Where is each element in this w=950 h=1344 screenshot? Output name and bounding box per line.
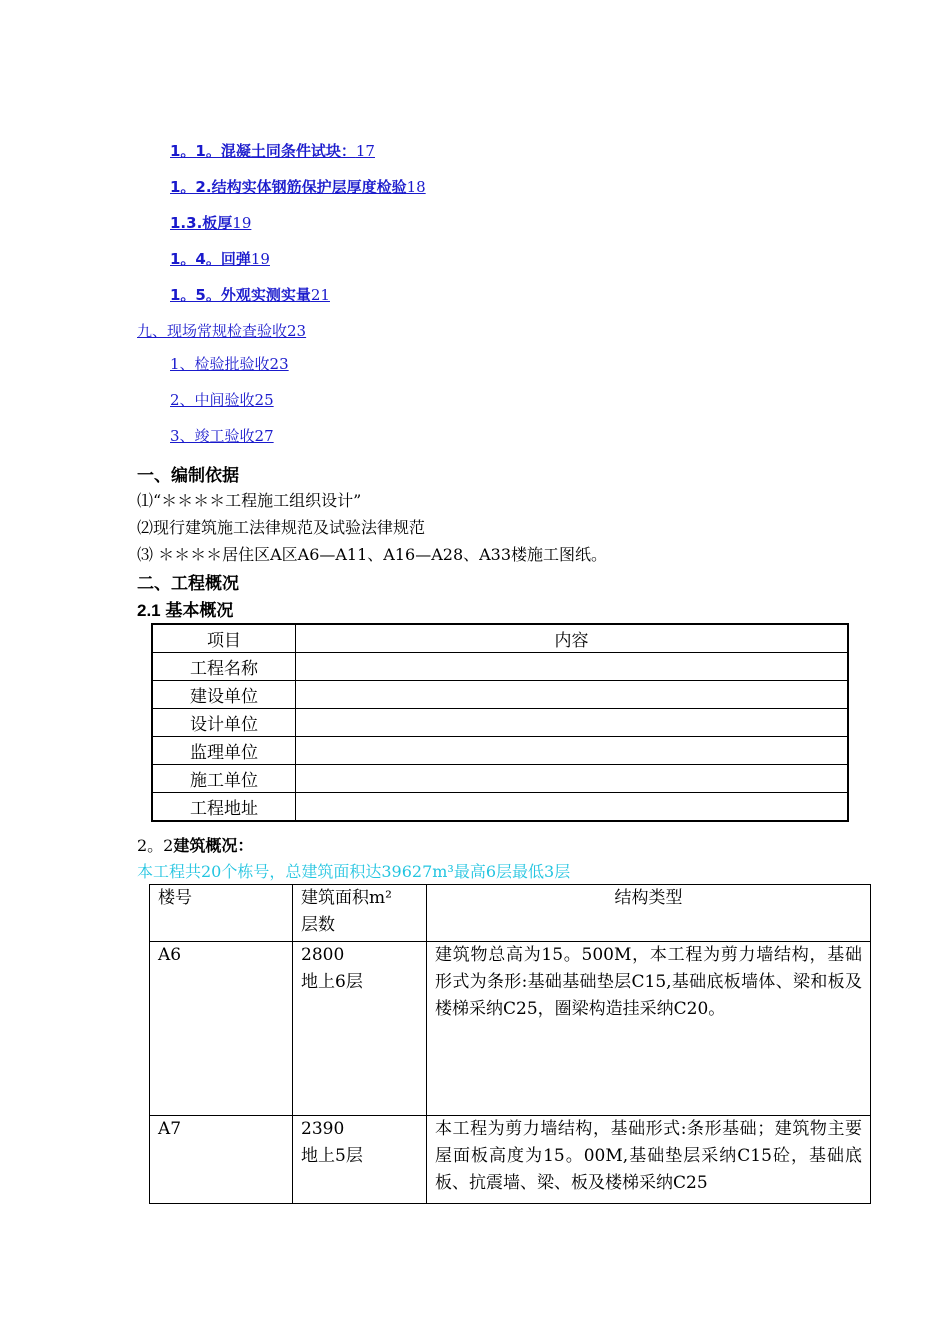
- summary-line: 本工程共20个栋号，总建筑面积达39627m³最高6层最低3层: [137, 862, 571, 881]
- table-cell: 设计单位: [152, 709, 296, 737]
- basis-line: ⑶ ＊＊＊＊居住区A区A6—A11、A16—A28、A33楼施工图纸。: [137, 545, 608, 564]
- toc-entry-page: 23: [269, 355, 289, 373]
- table-cell: [296, 709, 849, 737]
- toc-entry-page: 17: [355, 142, 375, 160]
- table-header-cell: 内容: [296, 624, 849, 653]
- building-area: 2390: [301, 1119, 345, 1139]
- building-floors: 地上5层: [301, 1146, 363, 1166]
- toc-entry[interactable]: [170, 248, 270, 269]
- table-row: [152, 737, 848, 765]
- table-cell: [296, 765, 849, 793]
- table-row: [152, 681, 848, 709]
- subsection-heading: 2.1 基本概况: [137, 601, 234, 620]
- subsection-title: 建筑概况：: [173, 836, 254, 855]
- table-header-cell: 结构类型: [427, 885, 871, 942]
- building-no: A6: [150, 942, 293, 1116]
- table-row: [150, 1116, 871, 1204]
- toc-entry-page: 27: [254, 427, 274, 445]
- building-structure: 本工程为剪力墙结构，基础形式:条形基础；建筑物主要屋面板高度为15。00M,基础垫层采纳C15砼，基础底板、抗震墙、梁、板及楼梯采纳C25: [427, 1116, 871, 1204]
- table-header-row: [150, 885, 871, 942]
- table-row: [152, 709, 848, 737]
- basic-info-table: [151, 623, 849, 822]
- toc-section-nine[interactable]: [137, 320, 306, 341]
- basis-line: ⑴“＊＊＊＊工程施工组织设计”: [137, 491, 362, 510]
- table-header-cell: 楼号: [150, 885, 293, 942]
- building-no: A7: [150, 1116, 293, 1204]
- toc-entry-page: 19: [232, 214, 252, 232]
- table-cell: 建设单位: [152, 681, 296, 709]
- toc-entry[interactable]: [170, 425, 274, 446]
- toc-entry-page: 23: [287, 322, 307, 340]
- toc-entry-label: 1、检验批验收: [170, 355, 270, 373]
- toc-entry[interactable]: [170, 389, 274, 410]
- table-cell: 工程名称: [152, 653, 296, 681]
- toc-entry-label: 1。2.结构实体钢筋保护层厚度检验: [170, 178, 407, 196]
- toc-entry-label: 2、中间验收: [170, 391, 255, 409]
- table-cell: [296, 793, 849, 822]
- table-row: [150, 942, 871, 1116]
- section-heading: 二、工程概况: [137, 574, 239, 594]
- subsection-number: 2。2: [137, 836, 174, 855]
- table-header-row: [152, 624, 848, 653]
- table-header-cell: [293, 885, 427, 942]
- toc-entry-page: 25: [254, 391, 274, 409]
- toc-entry-label: 1。1。混凝土同条件试块：: [170, 142, 356, 160]
- toc-entry[interactable]: [170, 353, 289, 374]
- table-cell: [296, 653, 849, 681]
- table-row: [152, 653, 848, 681]
- table-cell: 施工单位: [152, 765, 296, 793]
- header-line: 建筑面积m²: [301, 888, 392, 908]
- building-area-floors: [293, 1116, 427, 1204]
- table-cell: 工程地址: [152, 793, 296, 822]
- building-structure: 建筑物总高为15。500M，本工程为剪力墙结构，基础形式为条形:基础基础垫层C15,基础底板墙体、梁和板及楼梯采纳C25，圈梁构造挂采纳C20。: [427, 942, 871, 1116]
- toc-entry-page: 21: [310, 286, 330, 304]
- building-area-floors: [293, 942, 427, 1116]
- toc-entry-label: 1.3.板厚: [170, 214, 233, 232]
- toc-entry-label: 3、竣工验收: [170, 427, 255, 445]
- subsection-heading: [137, 833, 253, 856]
- table-cell: [296, 681, 849, 709]
- toc-entry-page: 18: [406, 178, 426, 196]
- toc-entry[interactable]: [170, 176, 426, 197]
- toc-entry[interactable]: [170, 284, 330, 305]
- table-header-cell: 项目: [152, 624, 296, 653]
- toc-entry[interactable]: [170, 140, 375, 161]
- toc-entry-page: 19: [250, 250, 270, 268]
- basis-line: ⑵现行建筑施工法律规范及试验法律规范: [137, 518, 426, 537]
- building-table: [149, 884, 871, 1204]
- table-cell: [296, 737, 849, 765]
- building-floors: 地上6层: [301, 972, 363, 992]
- toc-entry-label: 1。5。外观实测实量: [170, 286, 311, 304]
- toc-entry[interactable]: [170, 212, 251, 233]
- table-cell: 监理单位: [152, 737, 296, 765]
- header-line: 层数: [301, 915, 335, 935]
- section-heading: 一、编制依据: [137, 466, 239, 486]
- table-row: [152, 765, 848, 793]
- table-row: [152, 793, 848, 822]
- toc-entry-label: 1。4。回弹: [170, 250, 251, 268]
- building-area: 2800: [301, 945, 345, 965]
- toc-entry-label: 九、现场常规检查验收: [137, 322, 288, 340]
